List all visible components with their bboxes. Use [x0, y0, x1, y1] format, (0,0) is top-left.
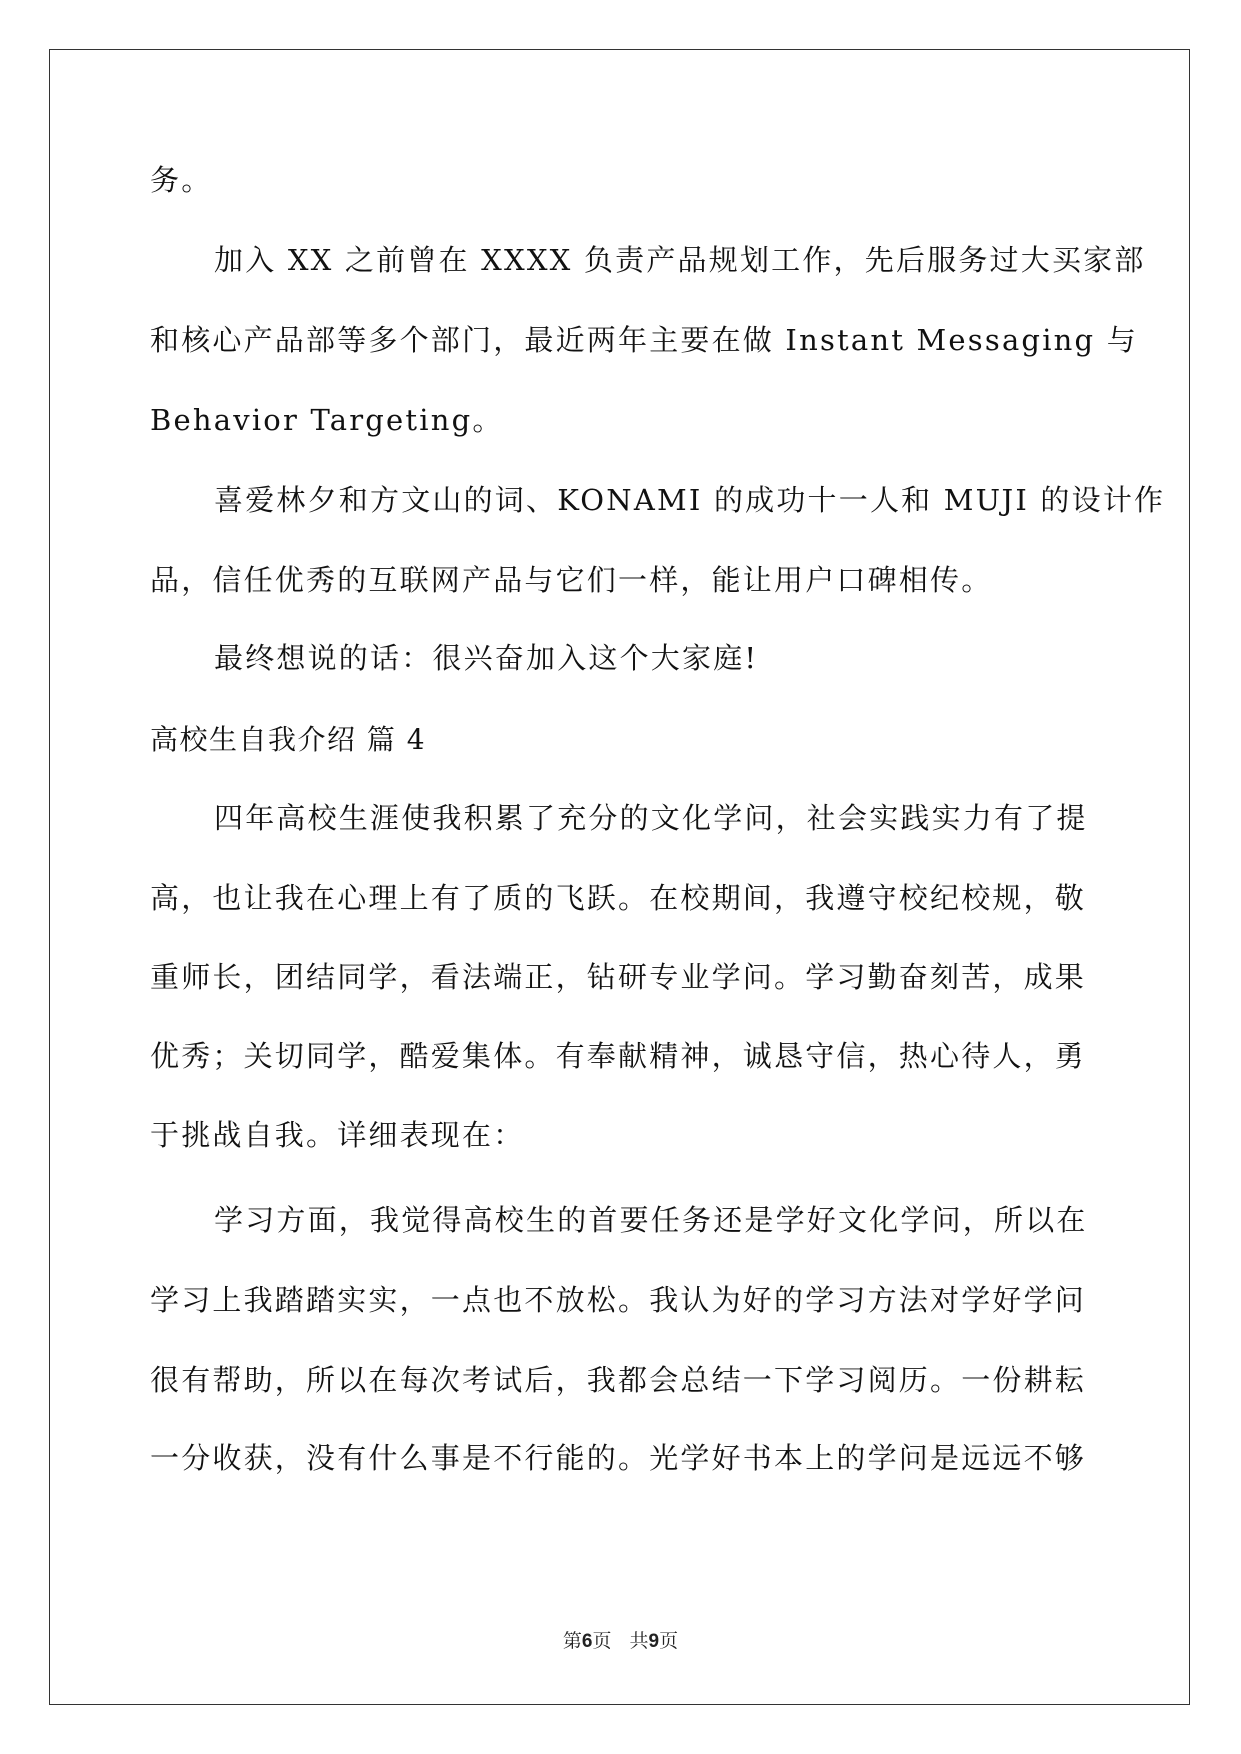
paragraph-line: 和核心产品部等多个部门，最近两年主要在做 Instant Messaging 与 [150, 323, 1138, 357]
paragraph-line: 加入 XX 之前曾在 XXXX 负责产品规划工作，先后服务过大买家部 [214, 243, 1146, 277]
paragraph-line: 四年高校生涯使我积累了充分的文化学问，社会实践实力有了提 [214, 801, 1088, 835]
paragraph-line: 喜爱林夕和方文山的词、KONAMI 的成功十一人和 MUJI 的设计作 [214, 483, 1166, 517]
paragraph-line: 品，信任优秀的互联网产品与它们一样，能让用户口碑相传。 [150, 563, 993, 597]
total-suffix: 页 [659, 1630, 679, 1652]
page-footer [0, 1629, 1241, 1654]
page-suffix: 页 [592, 1630, 612, 1652]
paragraph-line: 重师长，团结同学，看法端正，钻研专业学问。学习勤奋刻苦，成果 [150, 960, 1087, 994]
paragraph-line: 很有帮助，所以在每次考试后，我都会总结一下学习阅历。一份耕耘 [150, 1363, 1087, 1397]
total-pages-number: 9 [648, 1631, 660, 1652]
paragraph-line: 优秀；关切同学，酷爱集体。有奉献精神，诚恳守信，热心待人，勇 [150, 1039, 1087, 1073]
total-prefix: 共 [629, 1630, 649, 1652]
paragraph-line: Behavior Targeting。 [150, 403, 504, 437]
paragraph-line: 一分收获，没有什么事是不行能的。光学好书本上的学问是远远不够 [150, 1441, 1087, 1475]
paragraph-line: 最终想说的话：很兴奋加入这个大家庭! [214, 641, 759, 675]
section-heading: 高校生自我介绍 篇 4 [150, 723, 427, 756]
page-prefix: 第 [562, 1630, 582, 1652]
paragraph-line: 学习方面，我觉得高校生的首要任务还是学好文化学问，所以在 [214, 1203, 1088, 1237]
paragraph-line: 于挑战自我。详细表现在： [150, 1118, 525, 1152]
paragraph-line: 学习上我踏踏实实，一点也不放松。我认为好的学习方法对学好学问 [150, 1283, 1087, 1317]
paragraph-line: 高，也让我在心理上有了质的飞跃。在校期间，我遵守校纪校规，敬 [150, 881, 1087, 915]
paragraph-line: 务。 [150, 163, 213, 197]
current-page-number: 6 [581, 1631, 593, 1652]
